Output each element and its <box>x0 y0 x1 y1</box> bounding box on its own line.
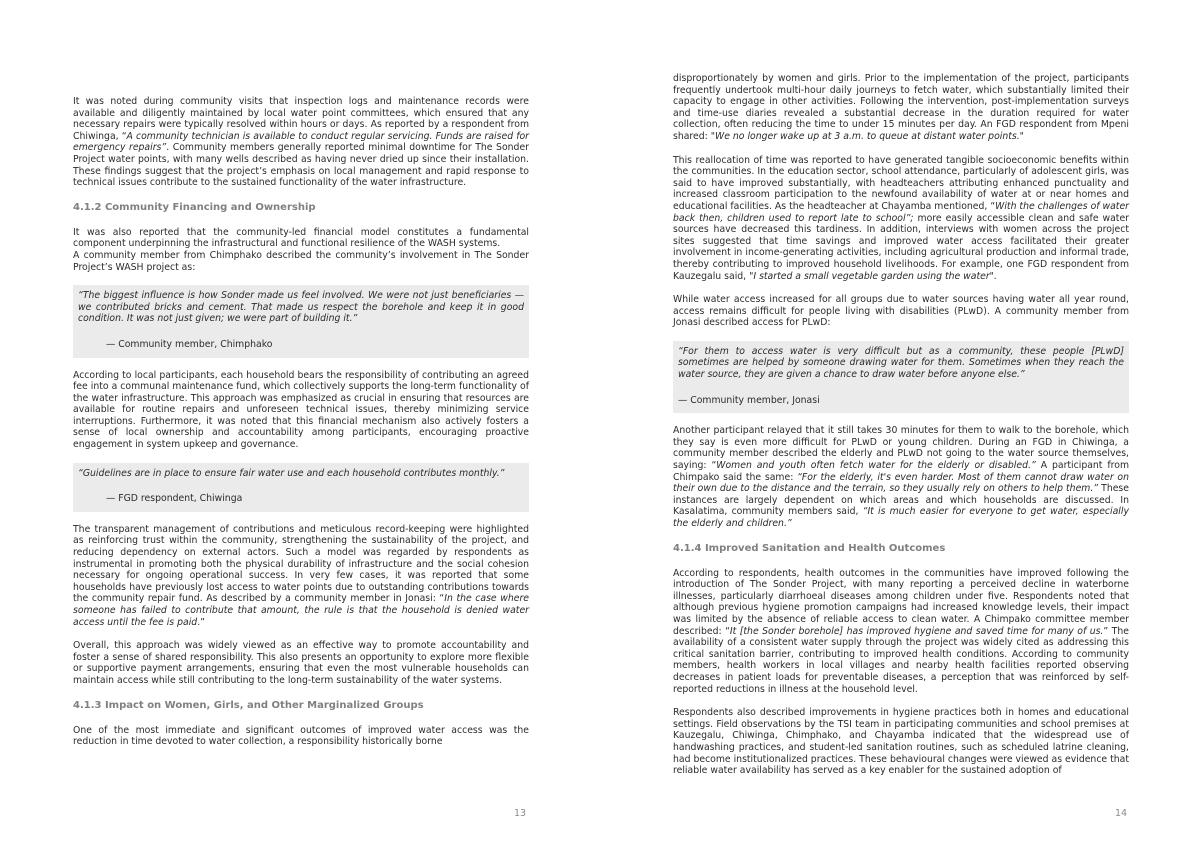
quote-attribution: — Community member, Chimphako <box>106 338 273 350</box>
quote-text: “The biggest influence is how Sonder made us feel involved. We were not just beneficiaries — we contributed bricks and cement. That made us respect the borehole and keep it in good condition. It was not just given; we were part of building it.” <box>78 290 524 325</box>
section-heading-4-1-2: 4.1.2 Community Financing and Ownership <box>73 201 316 213</box>
page-14 <box>600 0 1200 848</box>
paragraph-text: It was also reported that the community-led financial model constitutes a fundamental component underpinning the infrastructural and functional resilience of the WASH systems. <box>73 226 529 250</box>
paragraph: While water access increased for all groups due to water sources having water all year round, access remains difficult for people living with disabilities (PLwD). A community member from Jonasi described access for PLwD: <box>673 294 1129 329</box>
quote-inline: A community technician is available to conduct regular servicing. Funds are raised for emergency repairs” <box>73 130 529 154</box>
paragraph <box>73 524 529 628</box>
paragraph-text: According to respondents, health outcomes in the communities have improved following the introduction of The Sonder Project, with many reporting a perceived decline in waterborne illnesses, particularly diarrhoeal diseases among children under five. Respondents noted that although previous hygiene promotion campaigns had increased knowledge levels, their impact was limited by the absence of reliable access to clean water. A Chimpako committee member described: “ <box>673 567 1129 637</box>
paragraph-text: This reallocation of time was reported to have generated tangible socioeconomic benefits within the communities. In the education sector, school attendance, particularly of adolescent girls, was said to have improved substantially, with headteachers attributing enhanced punctuality and increased classroom participation to the newfound availability of water at or near homes and educational facilities. As the headteacher at Chayamba mentioned, “ <box>673 154 1129 212</box>
right-page-body <box>673 73 1129 789</box>
paragraph-text: Another participant relayed that it still takes 30 minutes for them to walk to the borehole, which they say is even more difficult for PLwD or young children. During an FGD in Chiwinga, a community member described the elderly and PLwD not going to the water source themselves, saying: “ <box>673 425 1129 472</box>
quote-inline: “For the elderly, it's even harder. Most of them cannot draw water on their own due to the distance and the terrain, so they usually rely on others to help them.” <box>673 471 1129 495</box>
paragraph: According to local participants, each household bears the responsibility of contributing an agreed fee into a communal maintenance fund, which collectively supports the long-term functionality of the water infrastructure. This approach was emphasized as crucial in ensuring that resources are available for routine repairs and unforeseen technical issues, thereby minimizing service interruptions. Furthermore, it was noted that this financial mechanism also actively fosters a sense of local ownership and accountability among participants, encouraging proactive engagement in system upkeep and governance. <box>73 369 529 451</box>
paragraph <box>673 73 1129 143</box>
paragraph-text: These instances are largely dependent on which areas and which households are discussed. In Kasalatima, community members said, <box>673 483 1129 518</box>
paragraph: One of the most immediate and significant outcomes of improved water access was the reduction in time devoted to water collection, a responsibility historically borne <box>73 724 529 748</box>
quote-inline: Women and youth often fetch water for the elderly or disabled.” <box>716 460 1036 472</box>
quote-inline: With the challenges of water back then, children used to report late to school”; <box>673 200 1129 224</box>
quote-inline: "I started a small vegetable garden using the water". <box>749 270 997 282</box>
paragraph <box>673 568 1129 696</box>
page-number: 14 <box>1115 808 1128 819</box>
paragraph-text: .” <box>197 616 205 628</box>
block-quote <box>673 341 1129 413</box>
quote-inline: In the case where someone has failed to contribute that amount, the rule is that the household is denied water access until the fee is paid <box>73 593 529 628</box>
paragraph <box>73 227 529 273</box>
paragraph: Respondents also described improvements in hygiene practices both in homes and educational settings. Field observations by the TSI team in participating communities and school premises at Kauzegalu, Chiwinga, Chimphako, and Chayamba indicated that the widespread use of handwashing practices, and student-led sanitation routines, such as scheduled latrine cleaning, had become institutionalized practices. These behavioural changes were viewed as evidence that reliable water availability has served as a key enabler for the sustained adoption of <box>673 707 1129 777</box>
quote-text: “Guidelines are in place to ensure fair water use and each household contributes monthly.” <box>78 467 505 479</box>
paragraph-text: . Community members generally reported minimal downtime for The Sonder Project water points, with many wells described as having never dried up since their installation. These findings suggest that the project’s emphasis on local management and rapid response to technical issues contribute to the sustained functionality of the water infrastructure. <box>73 142 529 189</box>
paragraph-text: ” The availability of a consistent water supply through the project was widely cited as addressing this critical sanitation barrier, contributing to improved health conditions. According to community members, health workers in local villages and nearby health facilities reported observing decreases in patient loads for preventable diseases, a perception that was reinforced by self-reported reductions in illness at the household level. <box>673 625 1129 695</box>
quote-attribution: — Community member, Jonasi <box>678 394 820 406</box>
section-heading-4-1-4: 4.1.4 Improved Sanitation and Health Outcomes <box>673 542 946 554</box>
quote-attribution: — FGD respondent, Chiwinga <box>106 493 243 505</box>
block-quote <box>73 463 529 512</box>
paragraph-text: more easily accessible clean and safe water sources have decreased this tardiness. In addition, interviews with women across the project sites suggested that time savings and improved water access facilitated their greater involvement in income-generating activities, including agricultural production and informal trade, thereby contributing to improved household livelihoods. For example, one FGD respondent from Kauzegalu said, <box>673 212 1129 282</box>
paragraph-text: The transparent management of contributions and meticulous record-keeping were highlighted as reinforcing trust within the community, strengthening the sustainability of the project, and reducing dependency on external actors. Such a model was regarded by respondents as instrumental in promoting both the physical durability of infrastructure and the social cohesion necessary for ongoing operational success. In very few cases, it was reported that some households have previously lost access to water points due to outstanding contributions towards the community repair fund. As described by a community member in Jonasi: “ <box>73 523 529 605</box>
paragraph <box>673 425 1129 529</box>
paragraph-text: A community member from Chimphako described the community’s involvement in The Sonder Project’s WASH project as: <box>73 249 529 273</box>
quote-inline: "We no longer wake up at 3 a.m. to queue at distant water points." <box>710 130 1024 142</box>
block-quote <box>73 285 529 357</box>
left-page-body <box>73 96 529 760</box>
paragraph-text: disproportionately by women and girls. Prior to the implementation of the project, participants frequently undertook multi-hour daily journeys to fetch water, which substantially limited their capacity to engage in other activities. Following the intervention, post-implementation surveys and time-use diaries revealed a substantial decrease in the duration required for water collection, often reducing the time to under 15 minutes per day. An FGD respondent from Mpeni shared: <box>673 73 1129 142</box>
page-number: 13 <box>514 808 527 819</box>
paragraph <box>73 96 529 189</box>
section-heading-4-1-3: 4.1.3 Impact on Women, Girls, and Other Marginalized Groups <box>73 699 424 711</box>
paragraph-text: It was noted during community visits that inspection logs and maintenance records were available and diligently maintained by local water point committees, which ensured that any necessary repairs were typically resolved within hours or days. As reported by a respondent from Chiwinga, “ <box>73 96 529 142</box>
paragraph: Overall, this approach was widely viewed as an effective way to promote accountability and foster a sense of shared responsibility. This also presents an opportunity to explore more flexible or supportive payment arrangements, ensuring that even the most vulnerable households can maintain access while still contributing to the long-term sustainability of the water systems. <box>73 640 529 686</box>
paragraph <box>673 155 1129 283</box>
paragraph-text: A participant from Chimpako said the same: <box>673 460 1130 483</box>
quote-inline: “It is much easier for everyone to get water, especially the elderly and children.” <box>673 506 1129 529</box>
quote-text: “For them to access water is very difficult but as a community, these people [PLwD] sometimes are helped by someone drawing water for them. Sometimes when they reach the water source, they are given a chance to draw water before anyone else.” <box>678 345 1124 381</box>
quote-inline: It [the Sonder borehole] has improved hygiene and saved time for many of us. <box>729 625 1104 637</box>
